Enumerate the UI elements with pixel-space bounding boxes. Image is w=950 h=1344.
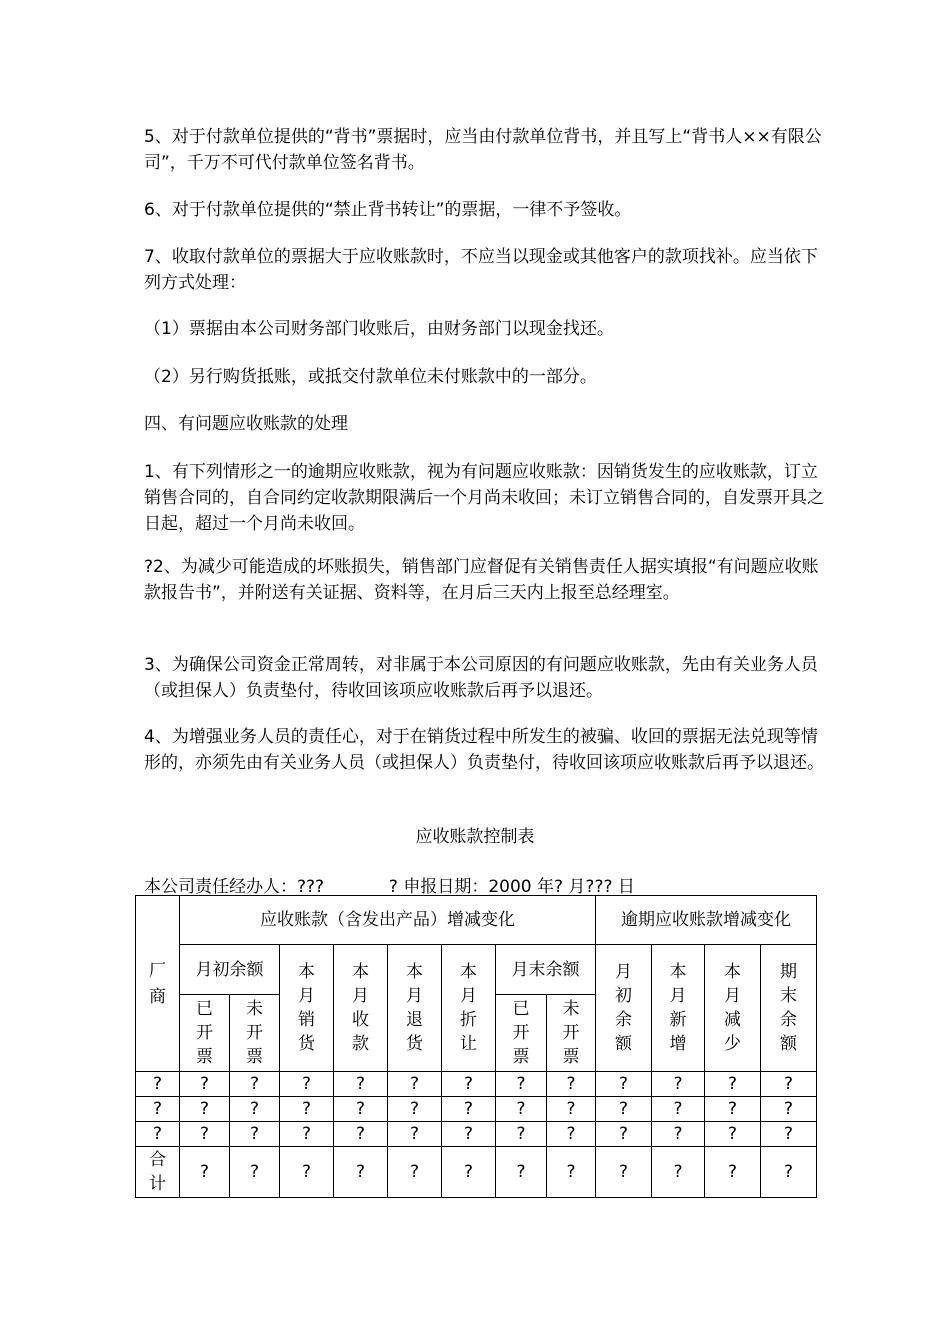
overdue-change-header: 逾期应收账款增减变化 bbox=[596, 896, 817, 945]
vendor-header: 厂商 bbox=[136, 896, 180, 1072]
paragraph-s4-1: 1、有下列情形之一的逾期应收账款，视为有问题应收账款：因销货发生的应收账款，订立销售合同的，自合同约定收款期限满后一个月尚未收回；未订立销售合同的，自发票开具之日起，超过一个月尚未收回。 bbox=[144, 462, 824, 534]
table-cell: ? bbox=[547, 1072, 596, 1097]
table-cell: ? bbox=[334, 1072, 388, 1097]
monthly-discount-header: 本月折让 bbox=[442, 945, 496, 1072]
table-cell: ? bbox=[652, 1147, 705, 1198]
table-cell: ? bbox=[388, 1097, 442, 1122]
monthly-sales-header: 本月销货 bbox=[280, 945, 334, 1072]
paragraph-7-2: （2）另行购货抵账，或抵交付款单位未付账款中的一部分。 bbox=[144, 367, 597, 387]
paragraph-5: 5、对于付款单位提供的“背书”票据时，应当由付款单位背书，并且写上“背书人××有限公司”，千万不可代付款单位签名背书。 bbox=[144, 127, 822, 173]
table-cell: ? bbox=[496, 1147, 547, 1198]
table-cell: ? bbox=[230, 1072, 280, 1097]
paragraph-s4-3: 3、为确保公司资金正常周转，对非属于本公司原因的有问题应收账款，先由有关业务人员（或担保人）负责垫付，待收回该项应收账款后再予以退还。 bbox=[144, 655, 818, 701]
table-cell: ? bbox=[547, 1122, 596, 1147]
table-cell: ? bbox=[761, 1072, 817, 1097]
table-cell: ? bbox=[596, 1147, 652, 1198]
table-cell: ? bbox=[596, 1097, 652, 1122]
overdue-decrease-header: 本月减少 bbox=[705, 945, 761, 1072]
table-cell: ? bbox=[180, 1122, 230, 1147]
table-cell: ? bbox=[761, 1097, 817, 1122]
table-cell: ? bbox=[280, 1122, 334, 1147]
table-cell: ? bbox=[442, 1147, 496, 1198]
month-begin-balance-header: 月初余额 bbox=[180, 945, 280, 995]
table-cell: ? bbox=[705, 1147, 761, 1198]
table-cell: ? bbox=[136, 1097, 180, 1122]
table-cell: ? bbox=[388, 1122, 442, 1147]
section-heading-4: 四、有问题应收账款的处理 bbox=[144, 414, 348, 434]
table-cell: ? bbox=[596, 1072, 652, 1097]
total-label: 合计 bbox=[136, 1147, 180, 1198]
table-cell: ? bbox=[705, 1122, 761, 1147]
table-cell: ? bbox=[547, 1097, 596, 1122]
table-cell: ? bbox=[652, 1122, 705, 1147]
table-cell: ? bbox=[334, 1122, 388, 1147]
table-title: 应收账款控制表 bbox=[415, 827, 535, 847]
table-cell: ? bbox=[180, 1097, 230, 1122]
table-cell: ? bbox=[496, 1097, 547, 1122]
table-cell: ? bbox=[280, 1097, 334, 1122]
table-header-line: 本公司责任经办人：??? ? 申报日期：2000 年? 月??? 日 bbox=[144, 877, 635, 897]
overdue-new-header: 本月新增 bbox=[652, 945, 705, 1072]
table-cell: ? bbox=[388, 1147, 442, 1198]
total-row bbox=[136, 1147, 817, 1198]
table-cell: ? bbox=[652, 1072, 705, 1097]
table-cell: ? bbox=[442, 1072, 496, 1097]
paragraph-6: 6、对于付款单位提供的“禁止背书转让”的票据，一律不予签收。 bbox=[144, 200, 632, 220]
monthly-collection-header: 本月收款 bbox=[334, 945, 388, 1072]
paragraph-s4-2: ?2、为减少可能造成的坏账损失，销售部门应督促有关销售责任人据实填报“有问题应收账款报告书”，并附送有关证据、资料等，在月后三天内上报至总经理室。 bbox=[144, 557, 819, 603]
paragraph-7-1: （1）票据由本公司财务部门收账后，由财务部门以现金找还。 bbox=[144, 319, 614, 339]
table-cell: ? bbox=[230, 1147, 280, 1198]
table-cell: ? bbox=[761, 1147, 817, 1198]
table-cell: ? bbox=[136, 1122, 180, 1147]
monthly-returns-header: 本月退货 bbox=[388, 945, 442, 1072]
paragraph-s4-4: 4、为增强业务人员的责任心，对于在销货过程中所发生的被骗、收回的票据无法兑现等情形的，亦须先由有关业务人员（或担保人）负责垫付，待收回该项应收账款后再予以退还。 bbox=[144, 727, 824, 773]
table-row bbox=[136, 1122, 817, 1147]
table-cell: ? bbox=[442, 1097, 496, 1122]
table-cell: ? bbox=[496, 1072, 547, 1097]
table-cell: ? bbox=[334, 1147, 388, 1198]
table-cell: ? bbox=[334, 1097, 388, 1122]
end-not-invoiced-header: 未开票 bbox=[547, 995, 596, 1072]
table-cell: ? bbox=[547, 1147, 596, 1198]
table-cell: ? bbox=[388, 1072, 442, 1097]
table-cell: ? bbox=[761, 1122, 817, 1147]
month-end-balance-header: 月末余额 bbox=[496, 945, 596, 995]
table-cell: ? bbox=[596, 1122, 652, 1147]
table-cell: ? bbox=[136, 1072, 180, 1097]
end-invoiced-header: 已开票 bbox=[496, 995, 547, 1072]
table-cell: ? bbox=[280, 1072, 334, 1097]
table-cell: ? bbox=[705, 1097, 761, 1122]
table-cell: ? bbox=[652, 1097, 705, 1122]
table-cell: ? bbox=[230, 1122, 280, 1147]
table-row bbox=[136, 1097, 817, 1122]
paragraph-7: 7、收取付款单位的票据大于应收账款时，不应当以现金或其他客户的款项找补。应当依下列方式处理： bbox=[144, 247, 818, 293]
table-cell: ? bbox=[180, 1072, 230, 1097]
begin-not-invoiced-header: 未开票 bbox=[230, 995, 280, 1072]
overdue-begin-header: 月初余额 bbox=[596, 945, 652, 1072]
receivables-change-header: 应收账款（含发出产品）增减变化 bbox=[180, 896, 596, 945]
table-cell: ? bbox=[280, 1147, 334, 1198]
table-cell: ? bbox=[180, 1147, 230, 1198]
overdue-end-header: 期末余额 bbox=[761, 945, 817, 1072]
table-row bbox=[136, 1072, 817, 1097]
table-cell: ? bbox=[230, 1097, 280, 1122]
table-cell: ? bbox=[442, 1122, 496, 1147]
table-cell: ? bbox=[496, 1122, 547, 1147]
receivables-control-table bbox=[135, 895, 817, 1198]
table-cell: ? bbox=[705, 1072, 761, 1097]
begin-invoiced-header: 已开票 bbox=[180, 995, 230, 1072]
